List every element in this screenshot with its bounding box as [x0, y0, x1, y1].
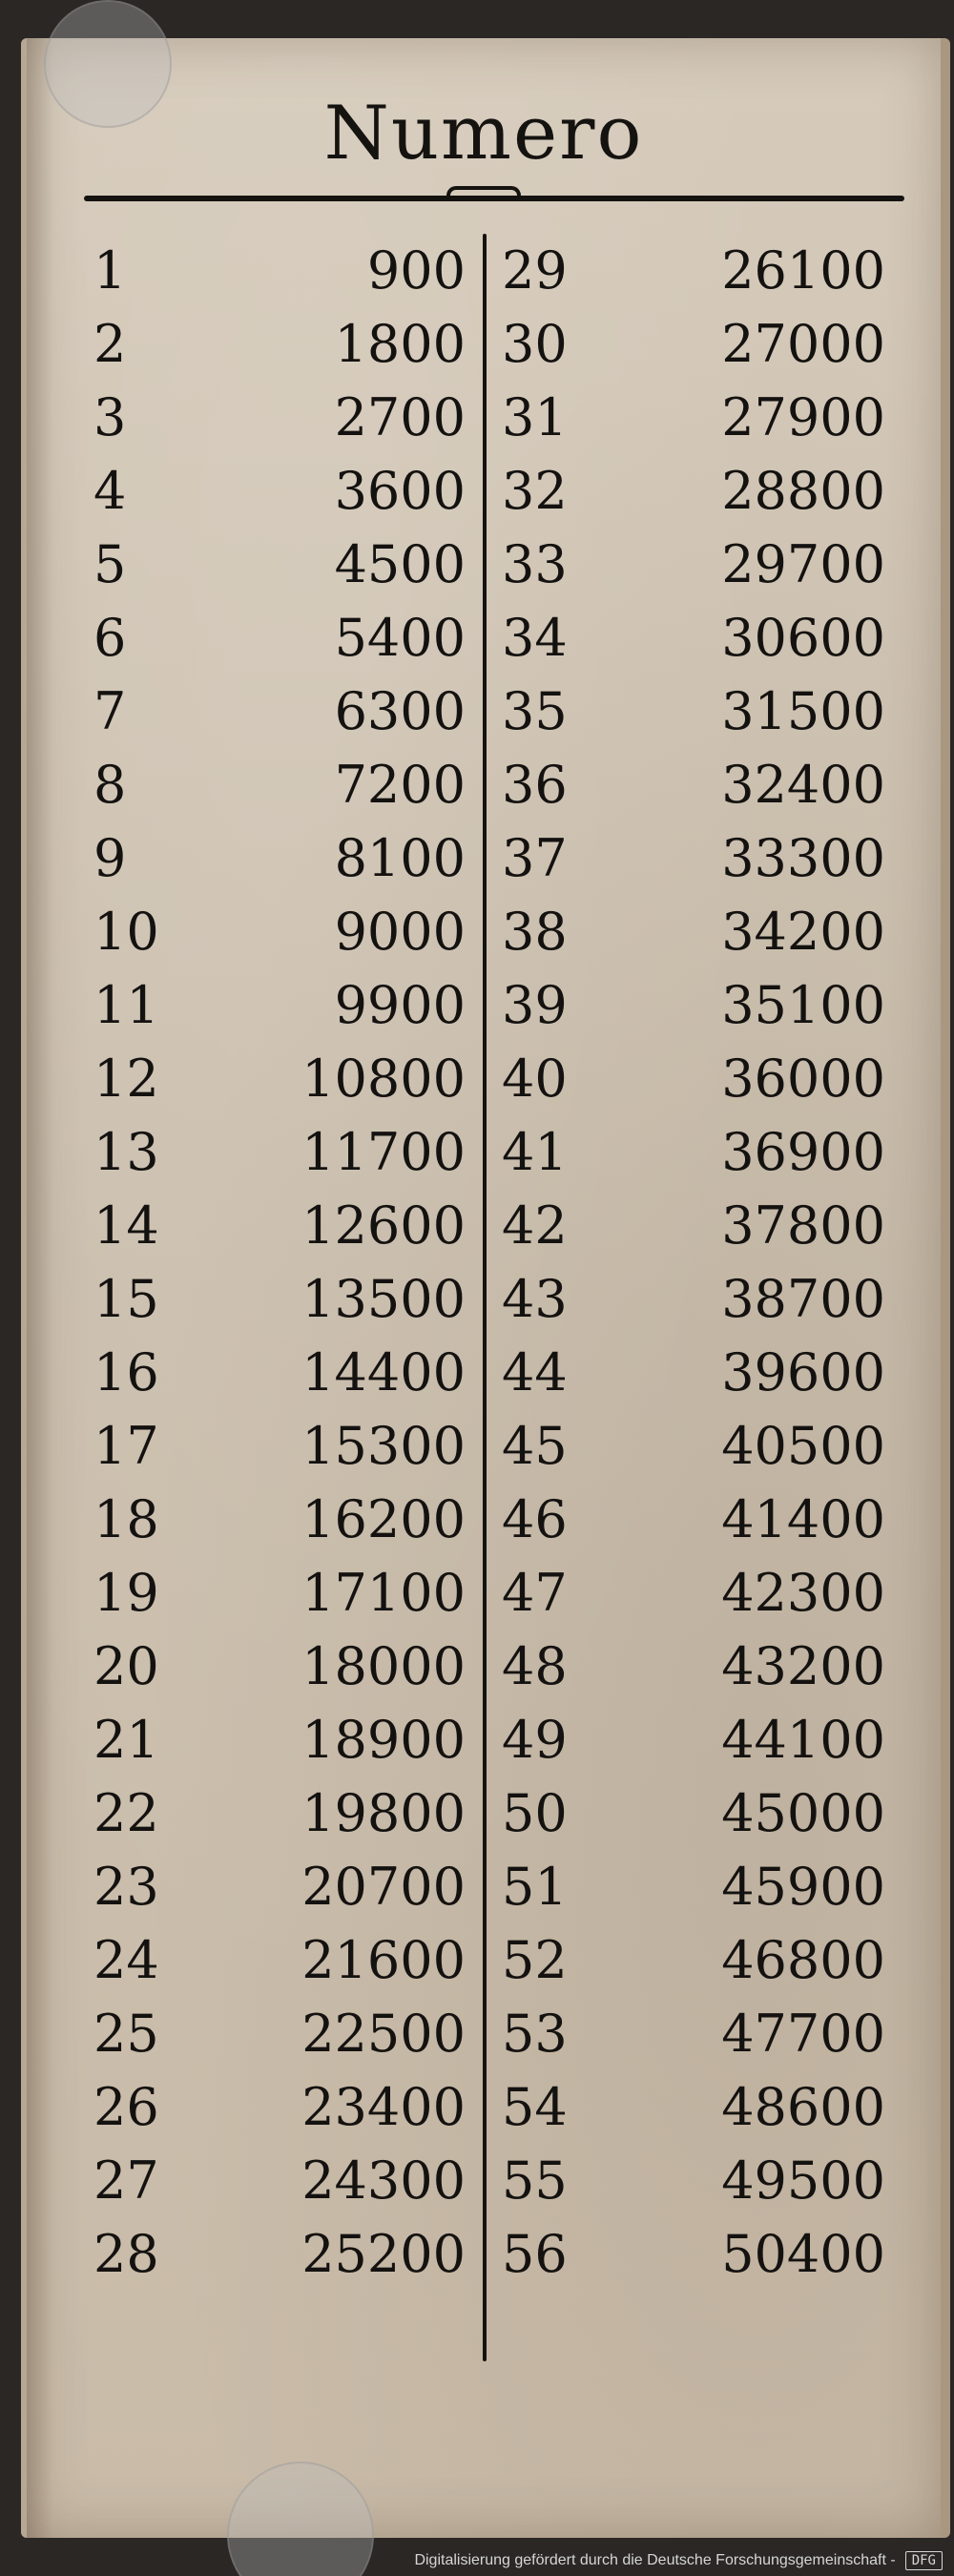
left-number: 20: [93, 1636, 159, 1696]
left-number: 23: [93, 1857, 159, 1917]
right-value: 30600: [721, 608, 885, 668]
table-row: [84, 454, 904, 528]
right-number: 52: [502, 1930, 568, 1990]
right-value: 46800: [721, 1930, 885, 1990]
left-number: 4: [93, 461, 127, 521]
left-value: 22500: [301, 2004, 466, 2064]
right-number: 56: [502, 2224, 568, 2284]
left-value: 10800: [301, 1049, 466, 1109]
table-row: [84, 748, 904, 821]
right-number: 32: [502, 461, 568, 521]
right-value: 50400: [721, 2224, 885, 2284]
right-number: 36: [502, 755, 568, 815]
left-number: 27: [93, 2150, 159, 2211]
left-value: 900: [366, 240, 466, 301]
table-row: [84, 1703, 904, 1776]
left-number: 24: [93, 1930, 159, 1990]
right-value: 33300: [721, 828, 885, 888]
right-value: 34200: [721, 902, 885, 962]
left-value: 6300: [334, 681, 466, 741]
left-number: 9: [93, 828, 127, 888]
table-row: [84, 1483, 904, 1556]
table-row: [84, 1776, 904, 1850]
table-row: [84, 895, 904, 968]
table-row: [84, 1042, 904, 1115]
left-number: 21: [93, 1710, 159, 1770]
left-value: 9000: [334, 902, 466, 962]
left-number: 14: [93, 1195, 159, 1256]
table-row: [84, 1336, 904, 1409]
table-row: [84, 601, 904, 675]
table-row: [84, 821, 904, 895]
right-number: 39: [502, 975, 568, 1035]
right-number: 47: [502, 1563, 568, 1623]
right-value: 45900: [721, 1857, 885, 1917]
table-row: [84, 1850, 904, 1923]
left-value: 9900: [334, 975, 466, 1035]
left-value: 12600: [301, 1195, 466, 1256]
left-value: 8100: [334, 828, 466, 888]
table-row: [84, 1997, 904, 2070]
right-number: 40: [502, 1049, 568, 1109]
left-value: 25200: [301, 2224, 466, 2284]
left-value: 2700: [334, 387, 466, 447]
digitization-footer: [414, 2551, 943, 2570]
dfg-logo: DFG: [905, 2551, 943, 2570]
right-number: 45: [502, 1416, 568, 1476]
right-number: 37: [502, 828, 568, 888]
page-spine-shadow: [27, 38, 53, 2538]
table-row: [84, 2070, 904, 2144]
right-value: 41400: [721, 1489, 885, 1549]
footer-text: Digitalisierung gefördert durch die Deutsche Forschungsgemeinschaft -: [414, 2552, 896, 2568]
table-rows: [84, 234, 904, 2291]
right-number: 55: [502, 2150, 568, 2211]
right-number: 30: [502, 314, 568, 374]
right-value: 32400: [721, 755, 885, 815]
left-value: 19800: [301, 1783, 466, 1843]
left-number: 7: [93, 681, 127, 741]
left-number: 5: [93, 534, 127, 594]
left-number: 15: [93, 1269, 159, 1329]
left-number: 2: [93, 314, 127, 374]
right-number: 48: [502, 1636, 568, 1696]
right-value: 27900: [721, 387, 885, 447]
left-value: 17100: [301, 1563, 466, 1623]
left-number: 26: [93, 2077, 159, 2137]
title-rule: [84, 196, 904, 201]
left-value: 23400: [301, 2077, 466, 2137]
left-value: 13500: [301, 1269, 466, 1329]
left-value: 1800: [334, 314, 466, 374]
table-row: [84, 307, 904, 381]
left-value: 5400: [334, 608, 466, 668]
right-number: 51: [502, 1857, 568, 1917]
left-number: 12: [93, 1049, 159, 1109]
table-row: [84, 1630, 904, 1703]
table-row: [84, 1115, 904, 1189]
right-value: 39600: [721, 1342, 885, 1402]
right-value: 27000: [721, 314, 885, 374]
left-number: 3: [93, 387, 127, 447]
right-value: 43200: [721, 1636, 885, 1696]
left-number: 13: [93, 1122, 159, 1182]
right-number: 41: [502, 1122, 568, 1182]
table-row: [84, 1189, 904, 1262]
left-number: 11: [93, 975, 159, 1035]
right-number: 44: [502, 1342, 568, 1402]
right-number: 42: [502, 1195, 568, 1256]
table-row: [84, 234, 904, 307]
table-row: [84, 1409, 904, 1483]
left-value: 14400: [301, 1342, 466, 1402]
right-number: 35: [502, 681, 568, 741]
table-row: [84, 381, 904, 454]
right-number: 53: [502, 2004, 568, 2064]
right-value: 35100: [721, 975, 885, 1035]
left-value: 7200: [334, 755, 466, 815]
table-row: [84, 1556, 904, 1630]
right-value: 38700: [721, 1269, 885, 1329]
table-row: [84, 1923, 904, 1997]
left-value: 15300: [301, 1416, 466, 1476]
left-number: 6: [93, 608, 127, 668]
left-value: 3600: [334, 461, 466, 521]
left-number: 17: [93, 1416, 159, 1476]
right-value: 48600: [721, 2077, 885, 2137]
right-number: 29: [502, 240, 568, 301]
left-number: 25: [93, 2004, 159, 2064]
right-number: 50: [502, 1783, 568, 1843]
right-value: 40500: [721, 1416, 885, 1476]
right-number: 34: [502, 608, 568, 668]
left-value: 24300: [301, 2150, 466, 2211]
left-value: 18900: [301, 1710, 466, 1770]
left-number: 16: [93, 1342, 159, 1402]
left-number: 1: [93, 240, 127, 301]
right-number: 43: [502, 1269, 568, 1329]
right-value: 49500: [721, 2150, 885, 2211]
right-value: 47700: [721, 2004, 885, 2064]
left-number: 18: [93, 1489, 159, 1549]
left-value: 21600: [301, 1930, 466, 1990]
right-value: 37800: [721, 1195, 885, 1256]
page-hole-bottom: [227, 2462, 374, 2576]
right-number: 54: [502, 2077, 568, 2137]
right-value: 44100: [721, 1710, 885, 1770]
left-value: 18000: [301, 1636, 466, 1696]
right-value: 31500: [721, 681, 885, 741]
left-value: 16200: [301, 1489, 466, 1549]
right-number: 46: [502, 1489, 568, 1549]
right-number: 33: [502, 534, 568, 594]
left-number: 28: [93, 2224, 159, 2284]
left-number: 22: [93, 1783, 159, 1843]
right-value: 26100: [721, 240, 885, 301]
number-table: [84, 234, 904, 2390]
table-row: [84, 528, 904, 601]
table-row: [84, 2217, 904, 2291]
left-number: 10: [93, 902, 159, 962]
left-value: 20700: [301, 1857, 466, 1917]
table-row: [84, 968, 904, 1042]
left-value: 11700: [301, 1122, 466, 1182]
right-value: 45000: [721, 1783, 885, 1843]
table-row: [84, 1262, 904, 1336]
left-number: 8: [93, 755, 127, 815]
right-value: 36000: [721, 1049, 885, 1109]
table-row: [84, 2144, 904, 2217]
right-value: 29700: [721, 534, 885, 594]
left-number: 19: [93, 1563, 159, 1623]
table-row: [84, 675, 904, 748]
page-title: Numero: [323, 91, 644, 177]
right-value: 28800: [721, 461, 885, 521]
right-number: 38: [502, 902, 568, 962]
right-value: 42300: [721, 1563, 885, 1623]
right-value: 36900: [721, 1122, 885, 1182]
book-page: [21, 38, 950, 2538]
right-number: 31: [502, 387, 568, 447]
left-value: 4500: [334, 534, 466, 594]
right-number: 49: [502, 1710, 568, 1770]
